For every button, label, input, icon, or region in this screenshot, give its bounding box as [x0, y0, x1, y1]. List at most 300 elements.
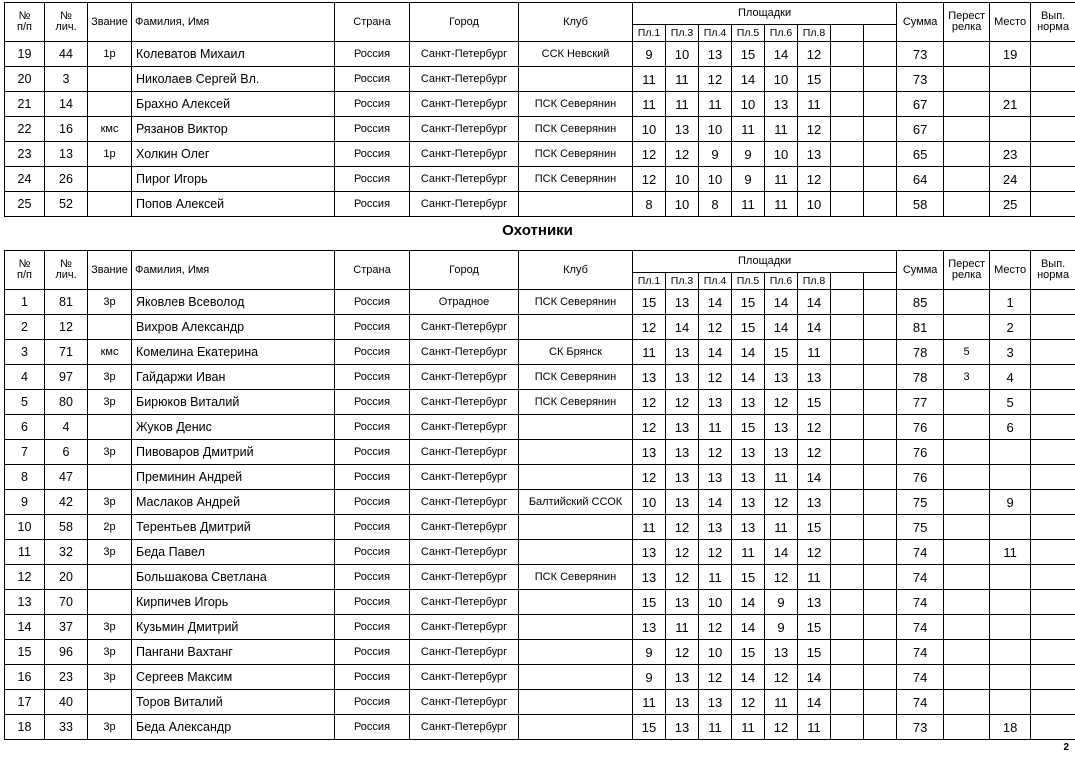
- cell-personal-num: 80: [45, 390, 88, 415]
- cell-site-score: 12: [765, 665, 798, 690]
- table-row: [5, 192, 1075, 217]
- cell-num: 11: [5, 540, 45, 565]
- header-personal-num: № лич.: [45, 3, 88, 42]
- cell-site-score: 12: [666, 515, 699, 540]
- cell-club: ПСК Северянин: [519, 565, 633, 590]
- cell-site-score: [864, 92, 897, 117]
- cell-place: [990, 615, 1031, 640]
- header-site: Пл.5: [732, 25, 765, 42]
- cell-site-score: 15: [798, 390, 831, 415]
- cell-num: 18: [5, 715, 45, 740]
- cell-place: 5: [990, 390, 1031, 415]
- cell-rank: [88, 67, 132, 92]
- header-site: Пл.4: [699, 273, 732, 290]
- table-row: [5, 365, 1075, 390]
- cell-site-score: 11: [798, 92, 831, 117]
- cell-norm: [1031, 615, 1075, 640]
- cell-site-score: [831, 340, 864, 365]
- cell-site-score: [831, 590, 864, 615]
- cell-personal-num: 52: [45, 192, 88, 217]
- cell-country: Россия: [335, 690, 410, 715]
- cell-rank: 3р: [88, 665, 132, 690]
- header-site: Пл.5: [732, 273, 765, 290]
- header-site: [864, 273, 897, 290]
- cell-site-score: 11: [699, 565, 732, 590]
- cell-name: Беда Павел: [132, 540, 335, 565]
- cell-city: Санкт-Петербург: [410, 390, 519, 415]
- cell-personal-num: 42: [45, 490, 88, 515]
- cell-site-score: 9: [765, 590, 798, 615]
- cell-site-score: 13: [666, 340, 699, 365]
- cell-sum: 81: [897, 315, 944, 340]
- cell-name: Терентьев Дмитрий: [132, 515, 335, 540]
- cell-site-score: [864, 365, 897, 390]
- cell-sum: 78: [897, 340, 944, 365]
- cell-club: СК Брянск: [519, 340, 633, 365]
- cell-club: [519, 640, 633, 665]
- table-row: [5, 515, 1075, 540]
- cell-rank: 1р: [88, 142, 132, 167]
- cell-club: ПСК Северянин: [519, 365, 633, 390]
- cell-site-score: 11: [633, 67, 666, 92]
- cell-rank: 3р: [88, 615, 132, 640]
- cell-city: Санкт-Петербург: [410, 167, 519, 192]
- cell-name: Брахно Алексей: [132, 92, 335, 117]
- cell-site-score: 13: [666, 117, 699, 142]
- cell-shootoff: [944, 515, 990, 540]
- cell-sum: 74: [897, 665, 944, 690]
- cell-num: 5: [5, 390, 45, 415]
- cell-site-score: 13: [666, 715, 699, 740]
- table-row: [5, 490, 1075, 515]
- results-table-hunters: [4, 250, 1075, 740]
- header-site: Пл.3: [666, 25, 699, 42]
- cell-site-score: 13: [666, 290, 699, 315]
- header-city: Город: [410, 3, 519, 42]
- cell-site-score: [831, 640, 864, 665]
- cell-club: ПСК Северянин: [519, 92, 633, 117]
- cell-rank: 2р: [88, 515, 132, 540]
- cell-sum: 75: [897, 515, 944, 540]
- cell-site-score: [831, 565, 864, 590]
- cell-place: [990, 117, 1031, 142]
- cell-personal-num: 16: [45, 117, 88, 142]
- table-row: [5, 92, 1075, 117]
- cell-country: Россия: [335, 340, 410, 365]
- cell-norm: [1031, 390, 1075, 415]
- cell-site-score: 12: [633, 390, 666, 415]
- cell-shootoff: [944, 67, 990, 92]
- cell-num: 24: [5, 167, 45, 192]
- cell-site-score: 15: [798, 615, 831, 640]
- cell-num: 17: [5, 690, 45, 715]
- cell-personal-num: 44: [45, 42, 88, 67]
- cell-norm: [1031, 490, 1075, 515]
- cell-site-score: 13: [666, 365, 699, 390]
- cell-club: [519, 665, 633, 690]
- cell-site-score: 15: [732, 290, 765, 315]
- cell-personal-num: 97: [45, 365, 88, 390]
- table-row: [5, 415, 1075, 440]
- cell-site-score: 13: [633, 565, 666, 590]
- cell-site-score: 15: [633, 590, 666, 615]
- table-row: [5, 465, 1075, 490]
- cell-personal-num: 23: [45, 665, 88, 690]
- cell-rank: [88, 465, 132, 490]
- cell-personal-num: 26: [45, 167, 88, 192]
- cell-site-score: 15: [732, 415, 765, 440]
- cell-site-score: 12: [699, 315, 732, 340]
- cell-site-score: 10: [633, 117, 666, 142]
- cell-site-score: 9: [633, 665, 666, 690]
- cell-name: Жуков Денис: [132, 415, 335, 440]
- cell-site-score: 12: [699, 365, 732, 390]
- cell-site-score: [864, 590, 897, 615]
- cell-club: [519, 192, 633, 217]
- cell-site-score: 12: [666, 540, 699, 565]
- header-country: Страна: [335, 3, 410, 42]
- cell-site-score: 11: [666, 67, 699, 92]
- cell-num: 21: [5, 92, 45, 117]
- cell-site-score: 10: [699, 590, 732, 615]
- cell-country: Россия: [335, 290, 410, 315]
- cell-rank: [88, 415, 132, 440]
- cell-site-score: 14: [666, 315, 699, 340]
- cell-shootoff: [944, 665, 990, 690]
- cell-personal-num: 47: [45, 465, 88, 490]
- cell-site-score: 13: [798, 590, 831, 615]
- cell-site-score: 10: [666, 167, 699, 192]
- cell-shootoff: [944, 465, 990, 490]
- cell-city: Санкт-Петербург: [410, 715, 519, 740]
- cell-place: [990, 640, 1031, 665]
- cell-site-score: 13: [666, 490, 699, 515]
- cell-city: Санкт-Петербург: [410, 117, 519, 142]
- cell-place: 25: [990, 192, 1031, 217]
- cell-site-score: 13: [765, 365, 798, 390]
- cell-site-score: [831, 465, 864, 490]
- cell-club: [519, 415, 633, 440]
- cell-num: 23: [5, 142, 45, 167]
- cell-site-score: 15: [765, 340, 798, 365]
- cell-country: Россия: [335, 515, 410, 540]
- cell-num: 14: [5, 615, 45, 640]
- cell-country: Россия: [335, 715, 410, 740]
- cell-personal-num: 33: [45, 715, 88, 740]
- cell-city: Санкт-Петербург: [410, 640, 519, 665]
- cell-country: Россия: [335, 615, 410, 640]
- cell-site-score: [831, 67, 864, 92]
- cell-shootoff: [944, 117, 990, 142]
- table-row: [5, 615, 1075, 640]
- cell-norm: [1031, 340, 1075, 365]
- cell-site-score: 14: [798, 290, 831, 315]
- cell-site-score: [831, 540, 864, 565]
- cell-norm: [1031, 715, 1075, 740]
- cell-num: 3: [5, 340, 45, 365]
- table-row: [5, 565, 1075, 590]
- cell-site-score: [831, 42, 864, 67]
- cell-site-score: [831, 315, 864, 340]
- cell-site-score: 11: [798, 340, 831, 365]
- cell-site-score: 10: [699, 640, 732, 665]
- cell-city: Санкт-Петербург: [410, 440, 519, 465]
- cell-site-score: [864, 540, 897, 565]
- cell-personal-num: 4: [45, 415, 88, 440]
- cell-site-score: 13: [732, 465, 765, 490]
- cell-sum: 73: [897, 67, 944, 92]
- header-num: № п/п: [5, 251, 45, 290]
- cell-site-score: 10: [699, 167, 732, 192]
- cell-sum: 77: [897, 390, 944, 415]
- cell-site-score: [831, 515, 864, 540]
- cell-shootoff: [944, 167, 990, 192]
- cell-sum: 58: [897, 192, 944, 217]
- cell-site-score: 15: [798, 515, 831, 540]
- cell-rank: 3р: [88, 640, 132, 665]
- cell-num: 16: [5, 665, 45, 690]
- header-site: Пл.6: [765, 273, 798, 290]
- cell-city: Санкт-Петербург: [410, 192, 519, 217]
- cell-site-score: 13: [666, 590, 699, 615]
- cell-norm: [1031, 565, 1075, 590]
- cell-site-score: [831, 715, 864, 740]
- cell-place: 21: [990, 92, 1031, 117]
- cell-city: Санкт-Петербург: [410, 340, 519, 365]
- table-row: [5, 665, 1075, 690]
- cell-site-score: 8: [699, 192, 732, 217]
- cell-place: 19: [990, 42, 1031, 67]
- cell-shootoff: 5: [944, 340, 990, 365]
- cell-personal-num: 96: [45, 640, 88, 665]
- cell-city: Санкт-Петербург: [410, 490, 519, 515]
- cell-norm: [1031, 42, 1075, 67]
- cell-site-score: 13: [666, 665, 699, 690]
- cell-club: [519, 590, 633, 615]
- cell-city: Санкт-Петербург: [410, 92, 519, 117]
- cell-rank: 3р: [88, 490, 132, 515]
- cell-personal-num: 40: [45, 690, 88, 715]
- cell-site-score: 13: [732, 515, 765, 540]
- cell-sum: 76: [897, 465, 944, 490]
- cell-country: Россия: [335, 42, 410, 67]
- cell-site-score: [864, 465, 897, 490]
- cell-personal-num: 70: [45, 590, 88, 615]
- cell-site-score: [831, 615, 864, 640]
- cell-site-score: 10: [666, 192, 699, 217]
- cell-shootoff: [944, 440, 990, 465]
- cell-place: 2: [990, 315, 1031, 340]
- cell-site-score: 14: [765, 290, 798, 315]
- cell-site-score: [864, 390, 897, 415]
- cell-place: 3: [990, 340, 1031, 365]
- cell-place: 11: [990, 540, 1031, 565]
- cell-sum: 74: [897, 540, 944, 565]
- cell-club: ПСК Северянин: [519, 167, 633, 192]
- cell-site-score: 9: [633, 640, 666, 665]
- cell-sum: 74: [897, 590, 944, 615]
- cell-num: 12: [5, 565, 45, 590]
- cell-site-score: 12: [765, 565, 798, 590]
- header-club: Клуб: [519, 251, 633, 290]
- cell-norm: [1031, 515, 1075, 540]
- cell-site-score: [864, 665, 897, 690]
- cell-rank: [88, 315, 132, 340]
- cell-sum: 76: [897, 440, 944, 465]
- table-row: [5, 390, 1075, 415]
- cell-site-score: [831, 142, 864, 167]
- cell-site-score: 11: [699, 92, 732, 117]
- cell-num: 9: [5, 490, 45, 515]
- table-row: [5, 540, 1075, 565]
- header-city: Город: [410, 251, 519, 290]
- cell-place: [990, 565, 1031, 590]
- cell-sum: 65: [897, 142, 944, 167]
- cell-country: Россия: [335, 565, 410, 590]
- cell-site-score: 14: [798, 690, 831, 715]
- cell-club: [519, 67, 633, 92]
- cell-sum: 74: [897, 690, 944, 715]
- cell-site-score: 11: [666, 615, 699, 640]
- cell-personal-num: 12: [45, 315, 88, 340]
- cell-country: Россия: [335, 315, 410, 340]
- cell-site-score: 11: [765, 690, 798, 715]
- table-row: [5, 290, 1075, 315]
- cell-site-score: 9: [633, 42, 666, 67]
- header-site: [864, 25, 897, 42]
- cell-place: [990, 665, 1031, 690]
- cell-city: Санкт-Петербург: [410, 415, 519, 440]
- cell-place: [990, 690, 1031, 715]
- cell-num: 4: [5, 365, 45, 390]
- cell-shootoff: [944, 490, 990, 515]
- cell-site-score: 15: [732, 640, 765, 665]
- cell-country: Россия: [335, 640, 410, 665]
- cell-name: Кузьмин Дмитрий: [132, 615, 335, 640]
- cell-site-score: 12: [633, 142, 666, 167]
- cell-norm: [1031, 465, 1075, 490]
- cell-site-score: 15: [633, 290, 666, 315]
- table-row: [5, 340, 1075, 365]
- cell-club: [519, 440, 633, 465]
- cell-country: Россия: [335, 365, 410, 390]
- cell-site-score: 8: [633, 192, 666, 217]
- cell-site-score: [831, 117, 864, 142]
- cell-personal-num: 6: [45, 440, 88, 465]
- cell-norm: [1031, 67, 1075, 92]
- cell-site-score: 12: [798, 42, 831, 67]
- cell-club: [519, 690, 633, 715]
- cell-site-score: 12: [765, 490, 798, 515]
- cell-site-score: 10: [765, 142, 798, 167]
- cell-shootoff: [944, 192, 990, 217]
- cell-shootoff: [944, 690, 990, 715]
- table-row: [5, 590, 1075, 615]
- cell-site-score: [864, 440, 897, 465]
- cell-city: Санкт-Петербург: [410, 315, 519, 340]
- header-place: Место: [990, 251, 1031, 290]
- cell-name: Пирог Игорь: [132, 167, 335, 192]
- cell-norm: [1031, 415, 1075, 440]
- cell-sum: 73: [897, 715, 944, 740]
- header-norm: Вып. норма: [1031, 251, 1075, 290]
- cell-site-score: [864, 315, 897, 340]
- table-row: [5, 640, 1075, 665]
- cell-site-score: 9: [732, 167, 765, 192]
- cell-site-score: [831, 92, 864, 117]
- cell-shootoff: [944, 615, 990, 640]
- cell-city: Санкт-Петербург: [410, 665, 519, 690]
- cell-place: 9: [990, 490, 1031, 515]
- cell-site-score: 13: [765, 415, 798, 440]
- cell-site-score: 13: [699, 390, 732, 415]
- cell-site-score: 13: [798, 142, 831, 167]
- cell-site-score: [831, 390, 864, 415]
- header-rank: Звание: [88, 3, 132, 42]
- cell-name: Маслаков Андрей: [132, 490, 335, 515]
- cell-name: Яковлев Всеволод: [132, 290, 335, 315]
- header-personal-num: № лич.: [45, 251, 88, 290]
- cell-site-score: [831, 490, 864, 515]
- cell-rank: [88, 192, 132, 217]
- cell-site-score: 11: [765, 117, 798, 142]
- cell-country: Россия: [335, 490, 410, 515]
- cell-site-score: 12: [798, 415, 831, 440]
- cell-site-score: [831, 290, 864, 315]
- cell-rank: 3р: [88, 290, 132, 315]
- cell-name: Вихров Александр: [132, 315, 335, 340]
- cell-club: ПСК Северянин: [519, 142, 633, 167]
- cell-sum: 75: [897, 490, 944, 515]
- cell-site-score: 14: [732, 365, 765, 390]
- header-country: Страна: [335, 251, 410, 290]
- cell-site-score: 13: [666, 415, 699, 440]
- cell-site-score: 14: [732, 615, 765, 640]
- cell-city: Санкт-Петербург: [410, 142, 519, 167]
- cell-site-score: 12: [633, 315, 666, 340]
- cell-shootoff: [944, 42, 990, 67]
- cell-site-score: 12: [765, 390, 798, 415]
- cell-name: Кирпичев Игорь: [132, 590, 335, 615]
- cell-sum: 76: [897, 415, 944, 440]
- table-row: [5, 315, 1075, 340]
- cell-site-score: 15: [732, 565, 765, 590]
- cell-shootoff: [944, 390, 990, 415]
- cell-sum: 78: [897, 365, 944, 390]
- header-site: Пл.3: [666, 273, 699, 290]
- cell-norm: [1031, 192, 1075, 217]
- table-row: [5, 142, 1075, 167]
- header-site: Пл.6: [765, 25, 798, 42]
- header-sum: Сумма: [897, 251, 944, 290]
- cell-country: Россия: [335, 167, 410, 192]
- cell-name: Гайдаржи Иван: [132, 365, 335, 390]
- cell-city: Отрадное: [410, 290, 519, 315]
- cell-site-score: 14: [732, 665, 765, 690]
- cell-site-score: [864, 565, 897, 590]
- cell-site-score: 15: [798, 640, 831, 665]
- cell-site-score: 10: [633, 490, 666, 515]
- cell-club: ССК Невский: [519, 42, 633, 67]
- cell-sum: 85: [897, 290, 944, 315]
- cell-site-score: 15: [633, 715, 666, 740]
- cell-site-score: 12: [666, 390, 699, 415]
- cell-city: Санкт-Петербург: [410, 42, 519, 67]
- cell-name: Николаев Сергей Вл.: [132, 67, 335, 92]
- table-row: [5, 167, 1075, 192]
- cell-club: [519, 465, 633, 490]
- cell-name: Пангани Вахтанг: [132, 640, 335, 665]
